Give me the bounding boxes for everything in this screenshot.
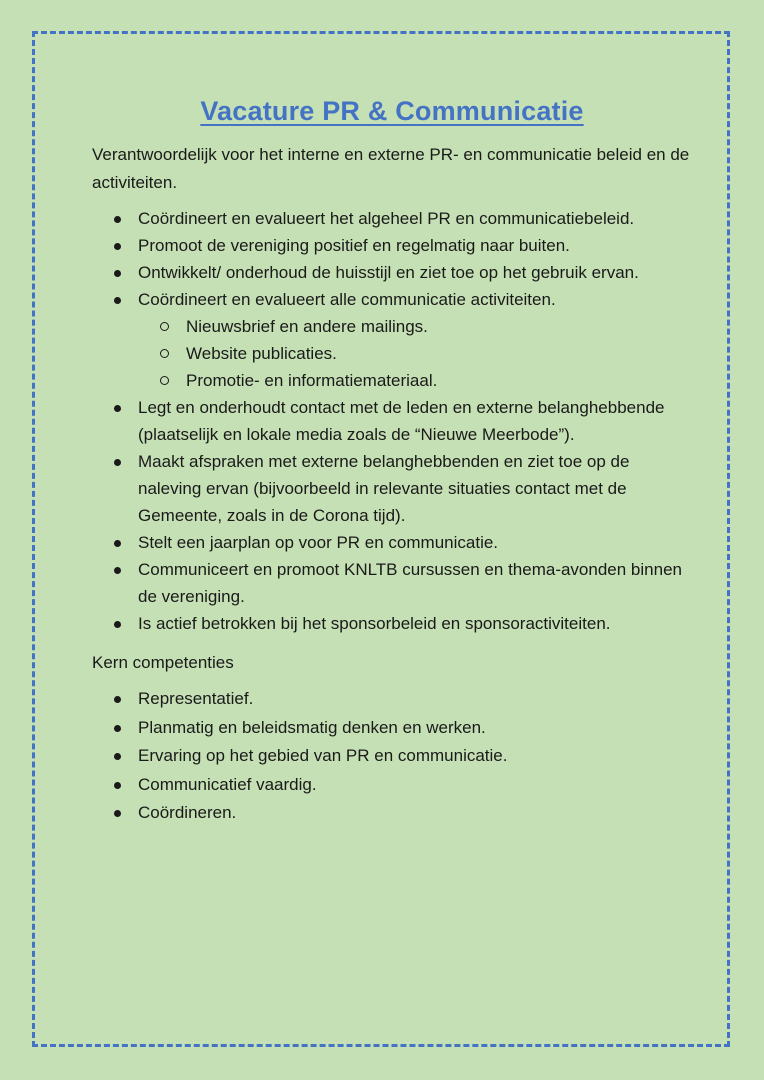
list-item — [92, 685, 692, 714]
vacancy-document — [92, 96, 692, 828]
sublist-item — [138, 367, 692, 394]
list-item-text: Ervaring op het gebied van PR en communicatie. — [138, 746, 508, 765]
list-item — [92, 771, 692, 800]
list-item — [92, 799, 692, 828]
bullet-icon — [114, 782, 121, 789]
bullet-icon — [114, 459, 121, 466]
list-item-text: Planmatig en beleidsmatig denken en werken. — [138, 717, 486, 737]
list-item-text: Representatief. — [138, 689, 254, 708]
list-item — [92, 259, 692, 286]
list-item-text: Communicatief vaardig. — [138, 774, 317, 794]
sublist-item-text: Website publicaties. — [186, 344, 337, 363]
sublist-item-text: Promotie- en informatiemateriaal. — [186, 371, 438, 390]
intro-paragraph: Verantwoordelijk voor het interne en externe PR- en communicatie beleid en de activiteiten. — [92, 145, 690, 192]
competencies-list — [92, 685, 692, 828]
list-item — [92, 286, 692, 394]
sublist-item — [138, 340, 692, 367]
bullet-icon — [114, 567, 121, 574]
circle-bullet-icon — [160, 376, 169, 385]
bullet-icon — [114, 540, 121, 547]
bullet-icon — [114, 810, 121, 817]
bullet-icon — [114, 725, 121, 732]
list-item — [92, 610, 692, 637]
circle-bullet-icon — [160, 322, 169, 331]
list-item — [92, 742, 692, 771]
list-item-text: Stelt een jaarplan op voor PR en communicatie. — [138, 533, 499, 552]
bullet-icon — [114, 696, 121, 703]
list-item-text: Coördineert en evalueert het algeheel PR en communicatiebeleid. — [138, 209, 635, 228]
list-item — [92, 448, 692, 529]
circle-bullet-icon — [160, 349, 169, 358]
list-item — [92, 232, 692, 259]
list-item — [92, 556, 692, 610]
communication-activities-sublist — [138, 313, 692, 394]
bullet-icon — [114, 216, 121, 223]
list-item — [92, 205, 692, 232]
competencies-heading: Kern competenties — [92, 653, 234, 672]
list-item-text: Promoot de vereniging positief en regelmatig naar buiten. — [138, 236, 570, 255]
bullet-icon — [114, 297, 121, 304]
list-item — [92, 714, 692, 743]
bullet-icon — [114, 621, 121, 628]
list-item — [92, 529, 692, 556]
list-item-text: Communiceert en promoot KNLTB cursussen en thema-avonden binnen de vereniging. — [138, 560, 682, 606]
bullet-icon — [114, 753, 121, 760]
bullet-icon — [114, 243, 121, 250]
list-item-text: Maakt afspraken met externe belanghebbenden en ziet toe op de naleving ervan (bijvoorbeeld in relevante situaties contact met de Gemeente, zoals in de Corona tijd). — [138, 452, 630, 525]
list-item-text: Ontwikkelt/ onderhoud de huisstijl en ziet toe op het gebruik ervan. — [138, 263, 639, 282]
page-title: Vacature PR & Communicatie — [200, 96, 584, 126]
sublist-item — [138, 313, 692, 340]
list-item-text: Is actief betrokken bij het sponsorbeleid en sponsoractiviteiten. — [138, 614, 611, 633]
list-item — [92, 394, 692, 448]
list-item-text: Coördineert en evalueert alle communicatie activiteiten. — [138, 290, 556, 309]
bullet-icon — [114, 270, 121, 277]
responsibilities-list — [92, 205, 692, 637]
list-item-text: Coördineren. — [138, 803, 237, 822]
bullet-icon — [114, 405, 121, 412]
sublist-item-text: Nieuwsbrief en andere mailings. — [186, 317, 428, 336]
list-item-text: Legt en onderhoudt contact met de leden en externe belanghebbende (plaatselijk en lokale media zoals de “Nieuwe Meerbode”). — [138, 398, 665, 444]
